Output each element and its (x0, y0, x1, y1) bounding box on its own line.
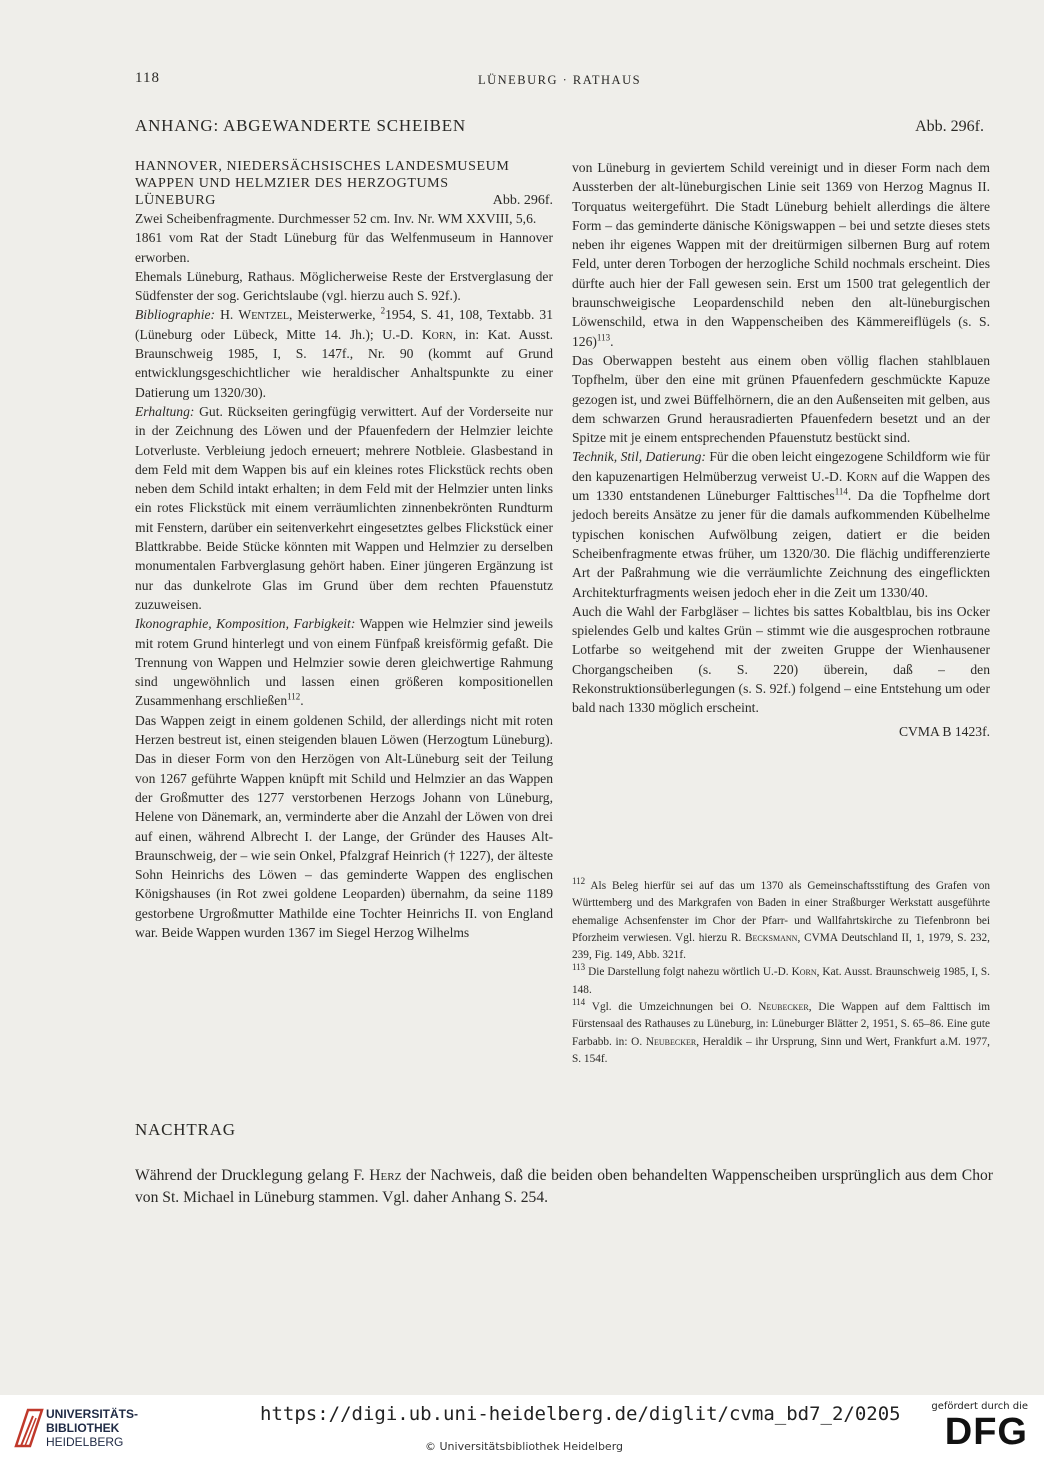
section-title: ANHANG: ABGEWANDERTE SCHEIBEN (135, 116, 467, 135)
technique-text: Für die oben leicht eingezogene Schildform wie für den kapuzenartigen Helmüberzug verweist U.-D. (572, 449, 990, 484)
edition-superscript: 2 (380, 305, 386, 316)
author-name: Herz (369, 1167, 402, 1184)
bib-text: , Meisterwerke, (288, 307, 381, 323)
cvma-reference: CVMA B 1423f. (898, 723, 990, 739)
continuation-text: von Lüneburg in geviertem Schild vereinigt und in dieser Form nach dem Aussterben der alt-lüneburgischen Linie seit 1369 von Herzog Magnus II. Torquatus weitergeführt. Die Stadt Lüneburg behielt allerdings die ältere Form – das geminderte dänische Königswappen – bei und setzte dieses stets neben ihr eigenes Wappen mit der dreitürmigen silbernen Burg auf rotem Feld, unter deren Torbogen der herzogliche Schild nochmals erscheint. Dies dürfte auch hier der Fall gewesen sein. Erst um 1500 trat gelegentlich der braunschweigische Leopardenschild neben den alt-lüneburgischen Löwenschild, etwa in den Wappenscheiben des Kämmereiflügels (s. S. 126) (572, 160, 990, 349)
continuation-end: . (610, 333, 614, 349)
nachtrag-text: der Nachweis, daß die beiden oben behandelten Wappenscheiben ursprünglich aus dem Chor von St. Michael in Lüneburg stammen. Vgl. daher Anhang S. 254. (135, 1167, 993, 1206)
paragraph-colors: Auch die Wahl der Farbgläser – lichtes bis sattes Kobaltblau, bis ins Ocker spielendes Gelb und kaltes Grün – stimmt wie die ausgesprochen rotbraune Lotfarbe so weitgehend mit der zweiten Gruppe der Wienhausener Chorgangscheiben (s. S. 220) überein, daß – den Rekonstruktionsüberlegungen (s. S. 92f.) folgend – eine Entstehung um oder bald nach 1330 möglich erscheint. (572, 603, 990, 716)
funded-by-label: gefördert durch die (931, 1401, 1028, 1412)
library-logo[interactable] (12, 1406, 138, 1450)
bib-text: H. (215, 307, 239, 323)
copyright-notice: © Universitätsbibliothek Heidelberg (425, 1440, 624, 1453)
paragraph-iconography (135, 614, 553, 710)
section-figure-ref: Abb. 296f. (915, 118, 984, 135)
running-head: LÜNEBURG · RATHAUS (477, 73, 642, 87)
paragraph-condition (135, 402, 553, 614)
library-seal-icon (12, 1406, 46, 1450)
left-column (135, 158, 553, 942)
paragraph-acquired: 1861 vom Rat der Stadt Lüneburg für das Welfenmuseum in Hannover erworben. (135, 230, 553, 265)
entry-heading-line-3 (135, 192, 553, 209)
entry-heading-figure-ref: Abb. 296f. (492, 193, 553, 208)
footnote-ref-112[interactable]: 112 (287, 691, 301, 702)
page-header (135, 70, 984, 92)
footnote-text: Als Beleg hierfür sei auf das um 1370 als Gemeinschaftsstiftung des Grafen von Württemberg und des Markgrafen von Baden in einer Straßburger Werkstatt ausgeführte ehemalige Achsenfenster im Chor der Pfarr- und Wallfahrtskirche zu Tiefenbronn bei Pforzheim verwiesen. Vgl. hierzu R. (572, 880, 990, 944)
nachtrag-text: Während der Drucklegung gelang F. (135, 1167, 370, 1184)
iconography-text-end: . (300, 693, 304, 709)
paragraph-oberwappen: Das Oberwappen besteht aus einem oben völlig flachen stahlblauen Topfhelm, über den eine mit grünen Pfauenfedern geschmückte Kapuze gezogen ist, und zwei Büffelhörnern, die an den Außenseiten mit gelben, aus dem schwarzen Grund herausradierten Pfauenfedern besetzt und an der Spitze mit je einem entsprechenden Pfauenstutz bestückt sind. (572, 352, 990, 446)
permalink-url[interactable]: https://digi.ub.uni-heidelberg.de/diglit/cvma_bd7_2/0205 (260, 1403, 901, 1425)
paragraph-origin: Ehemals Lüneburg, Rathaus. Möglicherweise Reste der Erstverglasung der Südfenster der sog. Gerichtslaube (vgl. hierzu auch S. 92f.). (135, 268, 553, 304)
paragraph-wappen: Das Wappen zeigt in einem goldenen Schild, der allerdings nicht mit roten Herzen bestreut ist, einen steigenden blauen Löwen (Herzogtum Lüneburg). Das in dieser Form von den Herzögen von Alt-Lüneburg seit der Teilung von 1267 geführte Wappen knüpft mit Schild und Helmzier an das Wappen der Großmutter des 1277 verstorbenen Herzogs Johann von Lüneburg, Helene von Dänemark, an, verminderte aber die Anzahl der Löwen von drei auf einen, während Albrecht I. der Lange, der Gründer des Hauses Alt-Braunschweig, der – wie sein Onkel, Pfalzgraf Heinrich († 1227), der älteste Sohn Heinrichs des Löwen – das geminderte Wappen des englischen Königshauses (in Rot zwei goldene Leoparden) übernahm, da seine 1189 gestorbene Urgroßmutter Mathilde eine Tochter Heinrichs II. von England war. Beide Wappen wurden 1367 im Siegel Herzog Wilhelms (135, 712, 553, 940)
author-name: Korn (791, 966, 817, 979)
author-name: Neubecker (645, 1035, 697, 1048)
footnote-number: 113 (572, 962, 586, 973)
paragraph-bibliography (135, 305, 553, 401)
footnote-text: , Heraldik – ihr Ursprung, Sinn und Wert, Frankfurt a.M. 1977, S. 154f. (572, 1035, 990, 1065)
iconography-text: Wappen wie Helmzier sind jeweils mit rotem Grund hinterlegt und von einem Fünfpaß kreisförmig gefaßt. Die Trennung von Wappen und Helmzier sowie deren gleichwertige Rahmung sind ungewöhnlich und lassen einen größeren kompositionellen Zusammenhang erschließen (135, 616, 554, 709)
entry-heading-text: LÜNEBURG (135, 193, 217, 208)
footnote-text: , Kat. Ausst. Braunschweig 1985, I, S. 148. (572, 966, 991, 996)
technique-label: Technik, Stil, Datierung: (572, 449, 706, 465)
dfg-logo[interactable] (931, 1401, 1028, 1452)
page-number: 118 (135, 70, 160, 86)
author-name: Korn (846, 468, 878, 484)
author-name: Korn (421, 326, 453, 342)
library-name-line-1: UNIVERSITÄTS- (46, 1407, 139, 1421)
nachtrag-body (135, 1165, 993, 1209)
footnote-112 (572, 878, 990, 964)
entry-heading-line-1: HANNOVER, NIEDERSÄCHSISCHES LANDESMUSEUM (135, 159, 510, 174)
footnote-number: 114 (572, 997, 586, 1008)
library-name-line-3: HEIDELBERG (46, 1435, 124, 1449)
bib-text: , in: Kat. Ausst. Braunschweig 1985, I, S. 147f., Nr. 90 (kommt auf Grund entwicklungsgeschichtlicher wie heraldischer Anhaltspunkte zu einer Datierung um 1320/30). (135, 326, 553, 400)
dfg-wordmark: DFG (944, 1411, 1028, 1453)
nachtrag-title: NACHTRAG (135, 1120, 236, 1139)
author-name: Wentzel (238, 307, 289, 323)
footnote-text: , CVMA Deutschland II, 1, 1979, S. 232, 239, Fig. 149, Abb. 321f. (572, 931, 990, 962)
author-name: Becksmann (745, 931, 798, 944)
bibliography-label: Bibliographie: (135, 307, 216, 323)
paragraph-continuation (572, 158, 990, 351)
footnote-ref-113[interactable]: 113 (596, 332, 611, 343)
footnote-text: , Die Wappen auf dem Falttisch im Fürstensaal des Rathauses zu Lüneburg, in: Lüneburger Blätter 2, 1951, S. 65–86. Eine gute Farbabb. in: O. (572, 1001, 990, 1048)
footnote-114 (572, 999, 990, 1068)
library-name (46, 1407, 138, 1449)
iconography-label: Ikonographie, Komposition, Farbigkeit: (135, 616, 356, 632)
footnote-text: Vgl. die Umzeichnungen bei O. (585, 1001, 759, 1014)
technique-text: auf die Wappen des um 1330 entstandenen Lüneburger Falttisches (572, 468, 991, 504)
footnote-ref-114[interactable]: 114 (834, 486, 848, 497)
footnote-113 (572, 964, 990, 999)
paragraph-technique (572, 447, 990, 601)
viewer-footer (0, 1395, 1044, 1465)
paragraph-fragments: Zwei Scheibenfragmente. Durchmesser 52 cm. Inv. Nr. WM XXVIII, 5,6. (135, 211, 537, 226)
right-column (572, 158, 990, 741)
condition-label: Erhaltung: (135, 403, 195, 419)
footnote-text: Die Darstellung folgt nahezu wörtlich U.-D. (585, 966, 792, 979)
author-name: Neubecker (758, 1001, 809, 1014)
entry-heading-line-2: WAPPEN UND HELMZIER DES HERZOGTUMS (135, 176, 449, 191)
technique-text: . Da die Topfhelme dort jedoch bereits Ansätze zu jener für die damals aufkommenden Kübelhelme typischen konischen Aufwölbung zeigen, datiert er die beiden Scheibenfragmente etwas früher, um 1320/30. Die flächig undifferenzierte Art der Paßrahmung wie die verräumlichte Zeichnung des eingeflickten Architekturfragments weisen jedoch eher in die Zeit um 1330/40. (572, 488, 990, 600)
library-name-line-2: BIBLIOTHEK (46, 1421, 120, 1435)
footnotes (572, 878, 990, 1068)
condition-text: Gut. Rückseiten geringfügig verwittert. Auf der Vorderseite nur in der Zeichnung des Löwen und der Pfauenfedern der Helmzier leichte Lotverluste. Verbleiung jedoch erneuert; mehrere Notbleie. Glasbestand in dem Feld mit dem Wappen bis auf ein kleines rotes Flickstück rechts oben neben dem Schild intakt erhalten; in dem Feld mit der Helmzier unten links ein rotes Flickstück mit einem verräumlichten zinnenbekrönten Rundturm mit Fenstern, darüber ein seitenverkehrt eingesetztes gelbes Flickstück einer Blattkrabbe. Beide Stücke könnten mit Wappen und Helmzier zu derselben monumentalen Farbverglasung gehört haben. Einer jüngeren Ergänzung ist nur das dunkelrote Glas im Grund über dem rechten Pfauenstutz zuzuweisen. (135, 403, 553, 612)
footnote-number: 112 (572, 876, 586, 887)
bib-text: 1954, S. 41, 108, Textabb. 31 (Lüneburg oder Lübeck, Mitte 14. Jh.); U.-D. (135, 307, 553, 342)
